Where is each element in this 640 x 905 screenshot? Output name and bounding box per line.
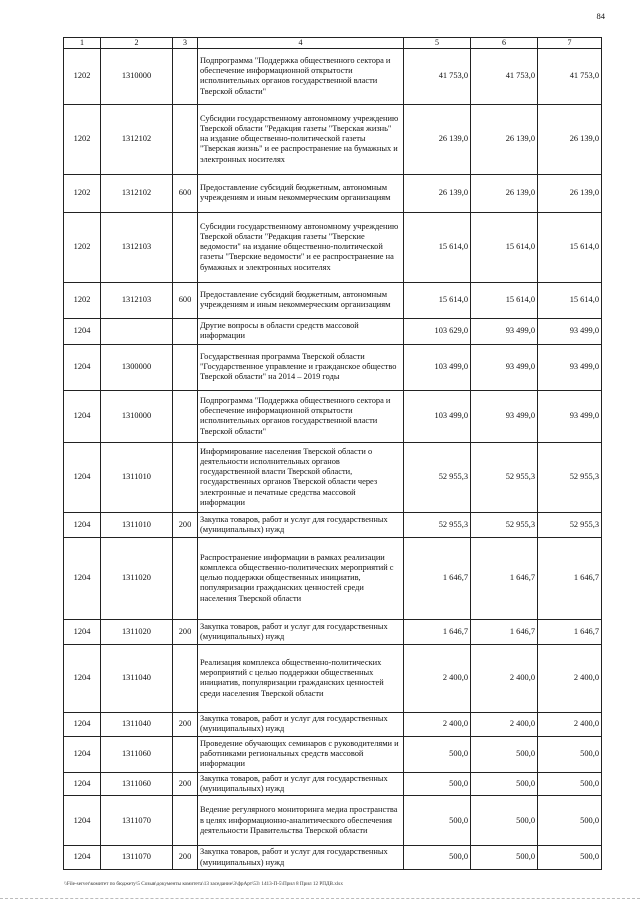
section-cell: 1202 — [64, 282, 101, 318]
item-name-cell: Закупка товаров, работ и услуг для государственных (муниципальных) нужд — [198, 512, 404, 537]
target-code-cell: 1312102 — [101, 104, 173, 174]
amount-year3-cell: 15 614,0 — [538, 212, 602, 282]
page-number: 84 — [596, 11, 605, 21]
amount-year1-cell: 500,0 — [404, 736, 471, 772]
header-cell: 3 — [173, 38, 198, 49]
item-name-cell: Субсидии государственному автономному учреждению Тверской области "Редакция газеты "Тверские ведомости" на издание общественно-политической газеты "Тверские ведомости" и ее распространение на бумажных и электронных носителях — [198, 212, 404, 282]
expense-type-cell: 200 — [173, 512, 198, 537]
amount-year1-cell: 26 139,0 — [404, 104, 471, 174]
target-code-cell — [101, 318, 173, 344]
amount-year2-cell: 500,0 — [471, 736, 538, 772]
target-code-cell: 1311040 — [101, 644, 173, 712]
table-row — [64, 212, 602, 282]
scan-divider — [0, 898, 640, 900]
amount-year3-cell: 500,0 — [538, 772, 602, 796]
amount-year3-cell: 93 499,0 — [538, 344, 602, 390]
header-cell: 2 — [101, 38, 173, 49]
amount-year2-cell: 52 955,3 — [471, 512, 538, 537]
section-cell: 1202 — [64, 48, 101, 104]
expense-type-cell — [173, 104, 198, 174]
header-cell: 7 — [538, 38, 602, 49]
amount-year3-cell: 26 139,0 — [538, 174, 602, 212]
target-code-cell: 1312103 — [101, 282, 173, 318]
item-name-cell: Ведение регулярного мониторинга медиа пространства в целях информационно-аналитического обеспечения деятельности Правительства Тверской области — [198, 796, 404, 846]
amount-year1-cell: 500,0 — [404, 846, 471, 870]
item-name-cell: Государственная программа Тверской области "Государственное управление и гражданское общество Тверской области" на 2014 – 2019 годы — [198, 344, 404, 390]
table-row — [64, 537, 602, 619]
target-code-cell: 1311010 — [101, 512, 173, 537]
amount-year2-cell: 15 614,0 — [471, 282, 538, 318]
amount-year2-cell: 1 646,7 — [471, 619, 538, 644]
header-cell: 4 — [198, 38, 404, 49]
amount-year2-cell: 2 400,0 — [471, 644, 538, 712]
amount-year2-cell: 26 139,0 — [471, 104, 538, 174]
table-row — [64, 712, 602, 736]
table-row — [64, 104, 602, 174]
amount-year3-cell: 500,0 — [538, 796, 602, 846]
table-row — [64, 736, 602, 772]
expense-type-cell — [173, 212, 198, 282]
amount-year3-cell: 2 400,0 — [538, 644, 602, 712]
amount-year1-cell: 103 499,0 — [404, 390, 471, 442]
table-row — [64, 174, 602, 212]
expense-type-cell: 600 — [173, 174, 198, 212]
header-cell: 5 — [404, 38, 471, 49]
amount-year3-cell: 41 753,0 — [538, 48, 602, 104]
section-cell: 1204 — [64, 512, 101, 537]
amount-year3-cell: 26 139,0 — [538, 104, 602, 174]
section-cell: 1204 — [64, 442, 101, 512]
target-code-cell: 1310000 — [101, 48, 173, 104]
amount-year2-cell: 41 753,0 — [471, 48, 538, 104]
amount-year2-cell: 93 499,0 — [471, 318, 538, 344]
target-code-cell: 1300000 — [101, 344, 173, 390]
amount-year1-cell: 1 646,7 — [404, 619, 471, 644]
item-name-cell: Проведение обучающих семинаров с руководителями и работниками региональных средств массовой информации — [198, 736, 404, 772]
section-cell: 1202 — [64, 212, 101, 282]
section-cell: 1202 — [64, 104, 101, 174]
item-name-cell: Информирование населения Тверской области о деятельности исполнительных органов государственной власти Тверской области, государственных органов Тверской области через электронные и печатные средства массовой информации — [198, 442, 404, 512]
amount-year2-cell: 500,0 — [471, 772, 538, 796]
section-cell: 1204 — [64, 537, 101, 619]
target-code-cell: 1311020 — [101, 619, 173, 644]
amount-year3-cell: 500,0 — [538, 846, 602, 870]
amount-year1-cell: 15 614,0 — [404, 212, 471, 282]
table-header-row — [64, 38, 602, 49]
expense-type-cell — [173, 644, 198, 712]
item-name-cell: Закупка товаров, работ и услуг для государственных (муниципальных) нужд — [198, 846, 404, 870]
amount-year2-cell: 2 400,0 — [471, 712, 538, 736]
amount-year2-cell: 52 955,3 — [471, 442, 538, 512]
table-row — [64, 282, 602, 318]
section-cell: 1204 — [64, 619, 101, 644]
item-name-cell: Субсидии государственному автономному учреждению Тверской области "Редакция газеты "Тверская жизнь" на издание общественно-политической газеты "Тверская жизнь" и ее распространение на бумажных и электронных носителях — [198, 104, 404, 174]
expense-type-cell — [173, 736, 198, 772]
item-name-cell: Подпрограмма "Поддержка общественного сектора и обеспечение информационной открытости исполнительных органов государственной власти Тверской области" — [198, 48, 404, 104]
amount-year2-cell: 93 499,0 — [471, 390, 538, 442]
table-row — [64, 390, 602, 442]
section-cell: 1204 — [64, 712, 101, 736]
target-code-cell: 1312103 — [101, 212, 173, 282]
amount-year3-cell: 93 499,0 — [538, 318, 602, 344]
amount-year1-cell: 500,0 — [404, 772, 471, 796]
table-row — [64, 442, 602, 512]
expense-type-cell — [173, 796, 198, 846]
amount-year1-cell: 103 629,0 — [404, 318, 471, 344]
header-cell: 1 — [64, 38, 101, 49]
section-cell: 1204 — [64, 318, 101, 344]
amount-year3-cell: 1 646,7 — [538, 537, 602, 619]
header-cell: 6 — [471, 38, 538, 49]
target-code-cell: 1311070 — [101, 846, 173, 870]
amount-year2-cell: 26 139,0 — [471, 174, 538, 212]
amount-year3-cell: 2 400,0 — [538, 712, 602, 736]
amount-year3-cell: 1 646,7 — [538, 619, 602, 644]
target-code-cell: 1312102 — [101, 174, 173, 212]
amount-year1-cell: 41 753,0 — [404, 48, 471, 104]
target-code-cell: 1311060 — [101, 736, 173, 772]
amount-year1-cell: 15 614,0 — [404, 282, 471, 318]
expense-type-cell — [173, 48, 198, 104]
amount-year2-cell: 500,0 — [471, 846, 538, 870]
expense-type-cell — [173, 344, 198, 390]
item-name-cell: Закупка товаров, работ и услуг для государственных (муниципальных) нужд — [198, 712, 404, 736]
amount-year2-cell: 93 499,0 — [471, 344, 538, 390]
target-code-cell: 1311010 — [101, 442, 173, 512]
target-code-cell: 1311070 — [101, 796, 173, 846]
table-row — [64, 318, 602, 344]
section-cell: 1204 — [64, 344, 101, 390]
target-code-cell: 1311020 — [101, 537, 173, 619]
table-row — [64, 512, 602, 537]
amount-year1-cell: 1 646,7 — [404, 537, 471, 619]
table-row — [64, 344, 602, 390]
item-name-cell: Реализация комплекса общественно-политических мероприятий с целью поддержки общественных инициатив, популяризации гражданских ценностей среди населения Тверской области — [198, 644, 404, 712]
amount-year3-cell: 52 955,3 — [538, 442, 602, 512]
expense-type-cell — [173, 442, 198, 512]
amount-year1-cell: 103 499,0 — [404, 344, 471, 390]
expense-type-cell — [173, 537, 198, 619]
section-cell: 1204 — [64, 390, 101, 442]
item-name-cell: Другие вопросы в области средств массовой информации — [198, 318, 404, 344]
section-cell: 1204 — [64, 736, 101, 772]
amount-year1-cell: 500,0 — [404, 796, 471, 846]
amount-year3-cell: 500,0 — [538, 736, 602, 772]
budget-table — [63, 37, 602, 870]
section-cell: 1204 — [64, 846, 101, 870]
expense-type-cell: 200 — [173, 619, 198, 644]
expense-type-cell: 200 — [173, 772, 198, 796]
expense-type-cell: 600 — [173, 282, 198, 318]
table-row — [64, 846, 602, 870]
expense-type-cell: 200 — [173, 712, 198, 736]
section-cell: 1202 — [64, 174, 101, 212]
footer-file-path: \\File-server\комитет по бюджету\5 Созыв\документы комитета\13 заседание\3\фрАрт\53\ 1413-П-5\Прил 8 Прил 12 РПДВ.xlsx — [64, 881, 343, 887]
amount-year2-cell: 1 646,7 — [471, 537, 538, 619]
item-name-cell: Закупка товаров, работ и услуг для государственных (муниципальных) нужд — [198, 619, 404, 644]
section-cell: 1204 — [64, 772, 101, 796]
amount-year1-cell: 2 400,0 — [404, 644, 471, 712]
expense-type-cell — [173, 390, 198, 442]
amount-year2-cell: 15 614,0 — [471, 212, 538, 282]
item-name-cell: Подпрограмма "Поддержка общественного сектора и обеспечение информационной открытости исполнительных органов государственной власти Тверской области" — [198, 390, 404, 442]
expense-type-cell: 200 — [173, 846, 198, 870]
amount-year1-cell: 2 400,0 — [404, 712, 471, 736]
table-row — [64, 772, 602, 796]
amount-year3-cell: 52 955,3 — [538, 512, 602, 537]
section-cell: 1204 — [64, 796, 101, 846]
table-row — [64, 619, 602, 644]
amount-year1-cell: 52 955,3 — [404, 442, 471, 512]
table-row — [64, 796, 602, 846]
amount-year3-cell: 15 614,0 — [538, 282, 602, 318]
expense-type-cell — [173, 318, 198, 344]
item-name-cell: Предоставление субсидий бюджетным, автономным учреждениям и иным некоммерческим организациям — [198, 282, 404, 318]
target-code-cell: 1310000 — [101, 390, 173, 442]
amount-year1-cell: 26 139,0 — [404, 174, 471, 212]
amount-year3-cell: 93 499,0 — [538, 390, 602, 442]
table-row — [64, 644, 602, 712]
target-code-cell: 1311040 — [101, 712, 173, 736]
amount-year2-cell: 500,0 — [471, 796, 538, 846]
section-cell: 1204 — [64, 644, 101, 712]
target-code-cell: 1311060 — [101, 772, 173, 796]
item-name-cell: Предоставление субсидий бюджетным, автономным учреждениям и иным некоммерческим организациям — [198, 174, 404, 212]
table-row — [64, 48, 602, 104]
item-name-cell: Закупка товаров, работ и услуг для государственных (муниципальных) нужд — [198, 772, 404, 796]
amount-year1-cell: 52 955,3 — [404, 512, 471, 537]
item-name-cell: Распространение информации в рамках реализации комплекса общественно-политических мероприятий с целью поддержки общественных инициатив, популяризации гражданских ценностей среди населения Тверской области — [198, 537, 404, 619]
